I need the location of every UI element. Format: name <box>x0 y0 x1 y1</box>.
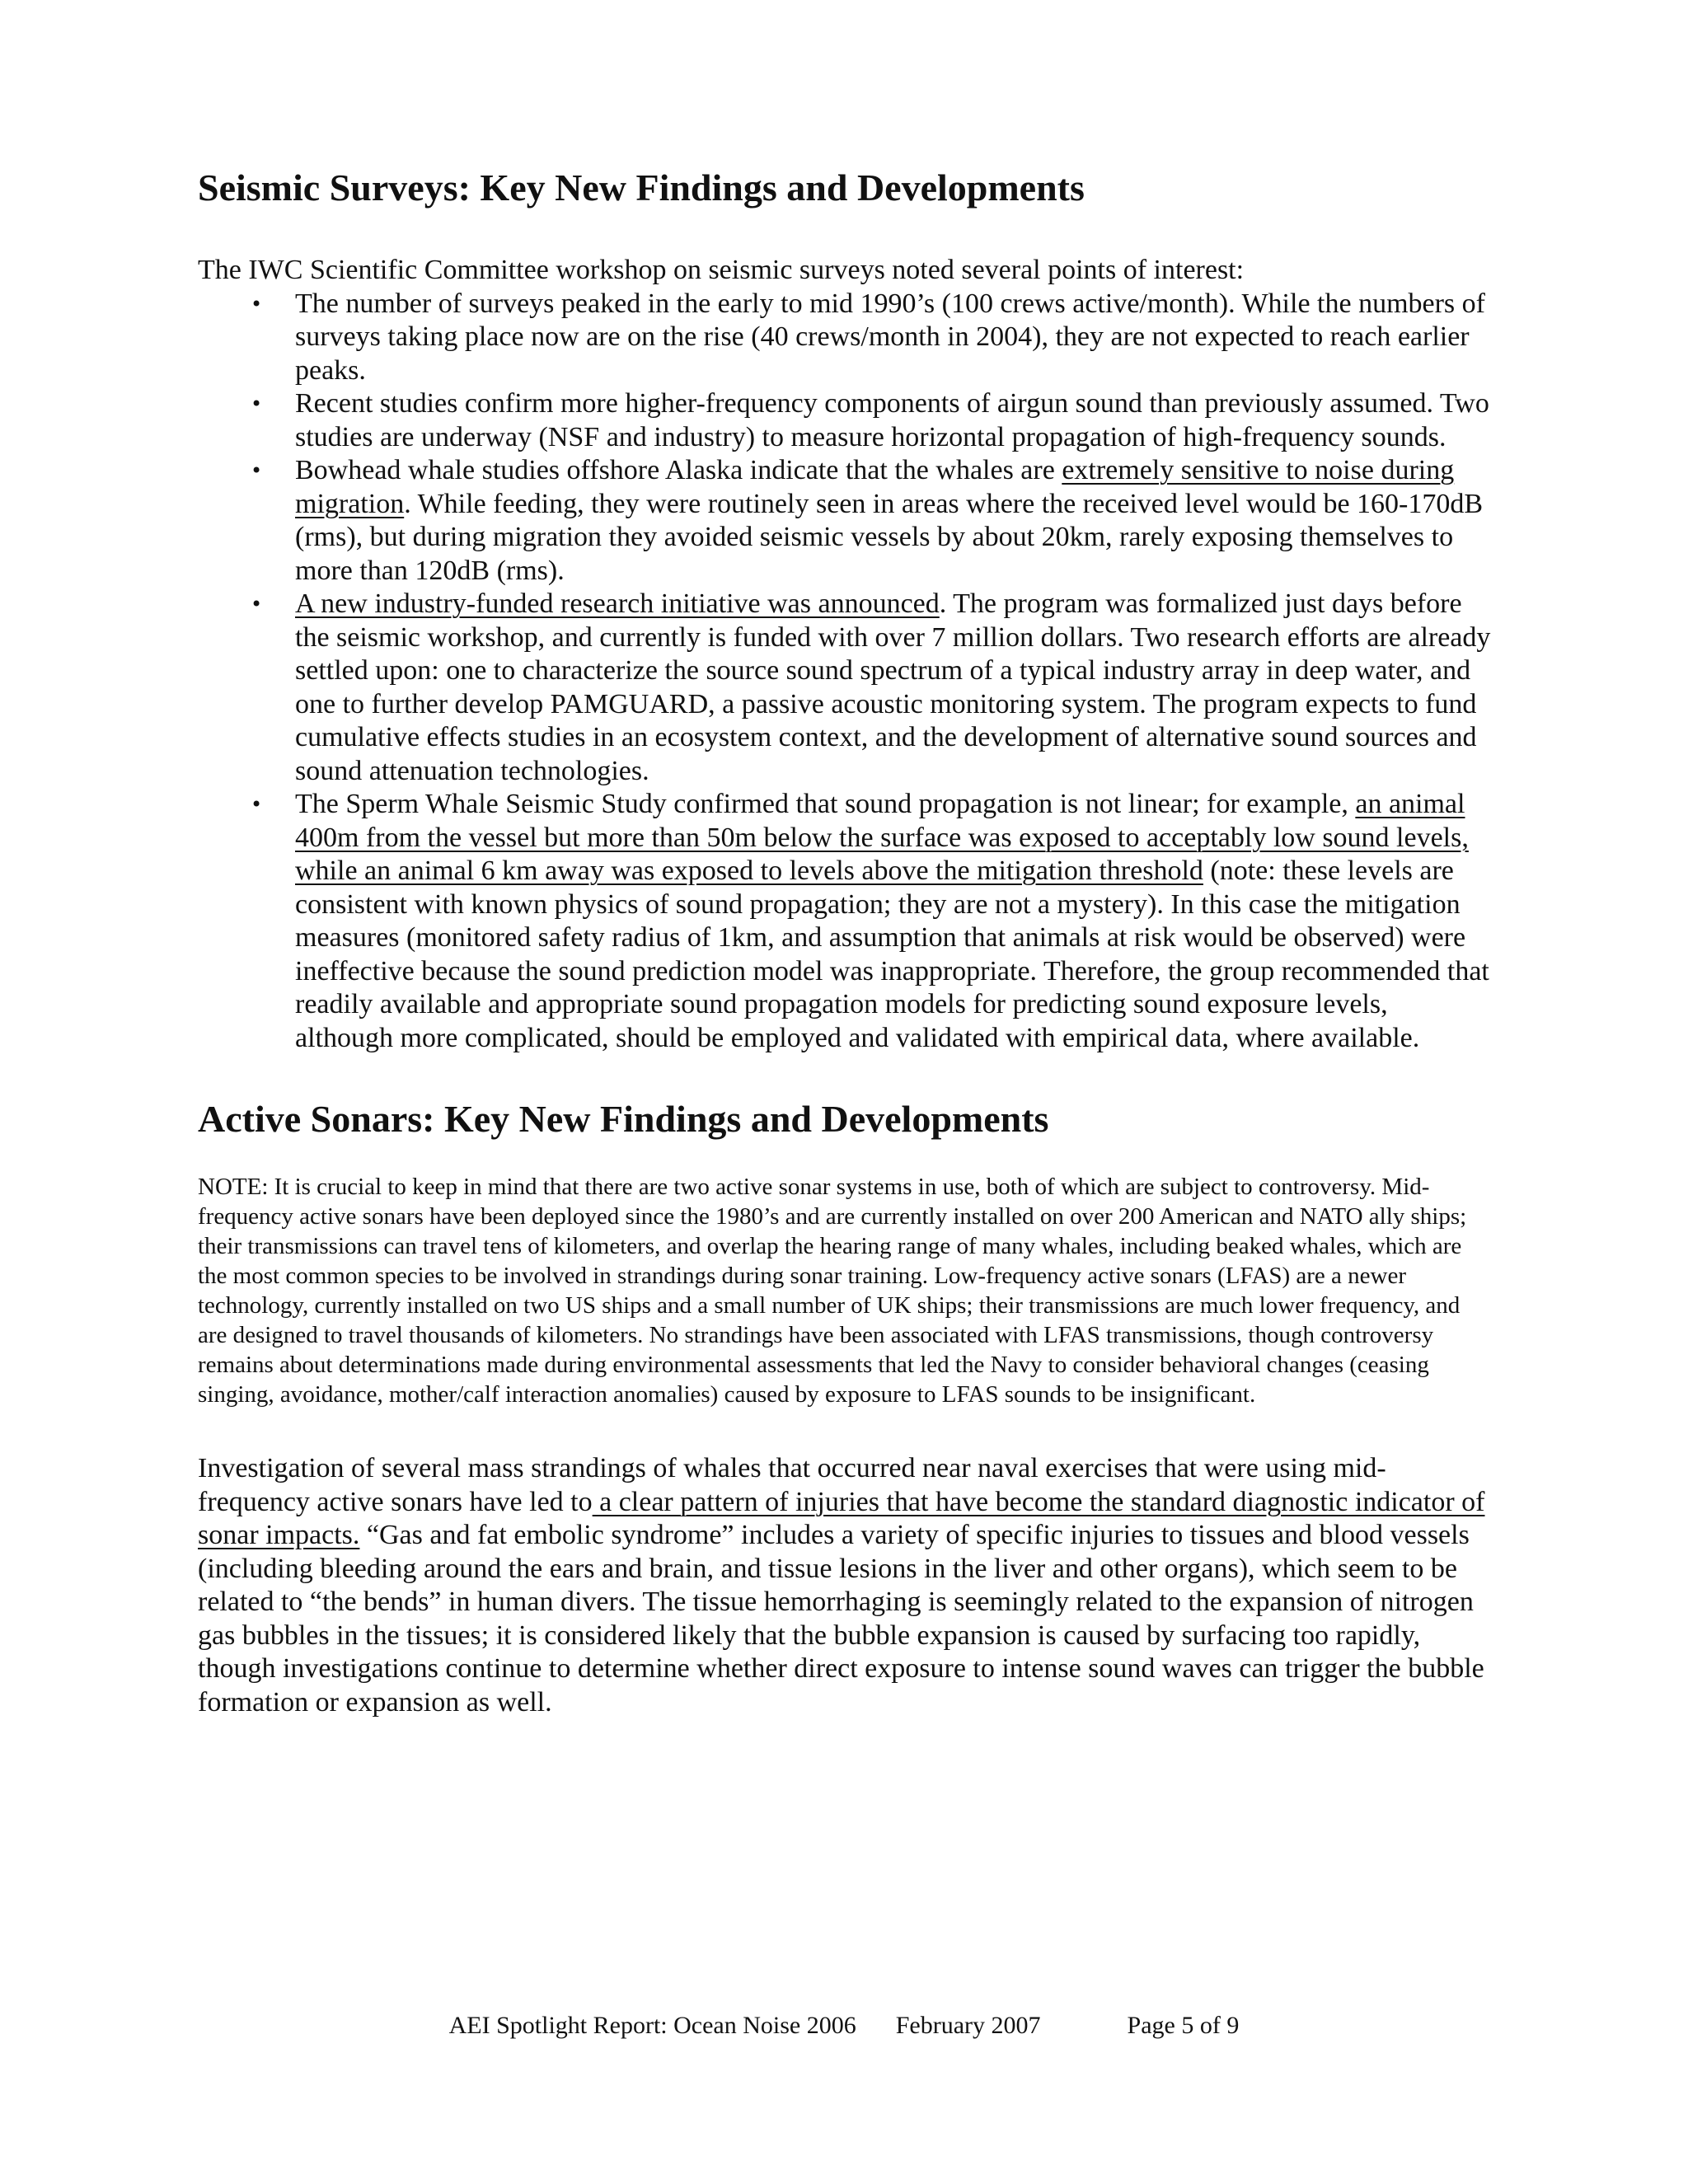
section-heading-sonar: Active Sonars: Key New Findings and Developments <box>198 1098 1049 1140</box>
list-item <box>198 387 1492 454</box>
footer-page-number: Page 5 of 9 <box>1127 2012 1240 2039</box>
bullet-text: The number of surveys peaked in the early to mid 1990’s (100 crews active/month). While the numbers of surveys taking place now are on the rise (40 crews/month in 2004), they are not expected to reach earlier peaks. <box>295 288 1485 386</box>
seismic-intro: The IWC Scientific Committee workshop on seismic surveys noted several points of interest: <box>198 255 1245 285</box>
bullet-text: The Sperm Whale Seismic Study confirmed that sound propagation is not linear; for example, <box>295 789 1356 819</box>
bullet-icon: • <box>251 292 263 316</box>
sonar-note: NOTE: It is crucial to keep in mind that there are two active sonar systems in use, both of which are subject to controversy. Mid-frequency active sonars have been deployed since the 1980’s and are currently installed on over 200 American and NATO ally ships; their transmissions can travel tens of kilometers, and overlap the hearing range of many whales, including beaked whales, which are the most common species to be involved in strandings during sonar training. Low-frequency active sonars (LFAS) are a newer technology, currently installed on two US ships and a small number of UK ships; their transmissions are much lower frequency, and are designed to travel thousands of kilometers. No strandings have been associated with LFAS transmissions, though controversy remains about determinations made during environmental assessments that led the Navy to consider behavioral changes (ceasing singing, avoidance, mother/calf interaction anomalies) caused by exposure to LFAS sounds to be insignificant. <box>198 1174 1467 1408</box>
list-item <box>198 788 1492 1055</box>
bullet-icon: • <box>251 593 263 616</box>
footer-report-title: AEI Spotlight Report: Ocean Noise 2006 <box>448 2012 856 2039</box>
list-item <box>198 288 1492 388</box>
paragraph-text: “Gas and fat embolic syndrome” includes a variety of specific injuries to tissues and blood vessels (including bleeding around the ears and brain, and tissue lesions in the liver and other organs), which seem to be related to “the bends” in human divers. The tissue hemorrhaging is seemingly related to the expansion of nitrogen gas bubbles in the tissues; it is considered likely that the bubble expansion is caused by surfacing too rapidly, though investigations continue to determine whether direct exposure to intense sound waves can trigger the bubble formation or expansion as well. <box>198 1520 1484 1718</box>
bullet-text: (note: these levels are consistent with known physics of sound propagation; they are not a mystery). In this case the mitigation measures (monitored safety radius of 1km, and assumption that animals at risk would be observed) were ineffective because the sound prediction model was inappropriate. Therefore, the group recommended that readily available and appropriate sound propagation models for predicting sound exposure levels, although more complicated, should be employed and validated with empirical data, where available. <box>295 855 1489 1053</box>
underlined-emphasis: A new industry-funded research initiative was announced <box>295 588 940 619</box>
section-heading-seismic: Seismic Surveys: Key New Findings and Developments <box>198 166 1085 209</box>
underlined-emphasis: a clear pattern of injuries that have become the standard diagnostic indicator of sonar impacts. <box>198 1486 1485 1550</box>
footer-date: February 2007 <box>895 2012 1041 2039</box>
bullet-icon: • <box>251 793 263 816</box>
bullet-text: Recent studies confirm more higher-frequency components of airgun sound than previously assumed. Two studies are underway (NSF and industry) to measure horizontal propagation of high-frequency sounds. <box>295 388 1489 452</box>
page-footer <box>0 2011 1688 2041</box>
bullet-text: . While feeding, they were routinely seen in areas where the received level would be 160-170dB (rms), but during migration they avoided seismic vessels by about 20km, rarely exposing themselves to more than 120dB (rms). <box>295 488 1484 586</box>
underlined-emphasis: an animal 400m from the vessel but more than 50m below the surface was exposed to acceptably low sound levels, while an animal 6 km away was exposed to levels above the mitigation threshold <box>295 789 1469 886</box>
investigation-paragraph <box>198 1452 1492 1719</box>
paragraph-text: Investigation of several mass strandings of whales that occurred near naval exercises that were using mid-frequency active sonars have led to <box>198 1453 1386 1517</box>
bullet-text: Bowhead whale studies offshore Alaska indicate that the whales are <box>295 455 1062 485</box>
underlined-emphasis: extremely sensitive to noise during migration <box>295 455 1455 519</box>
seismic-bullet-list <box>198 288 1492 1056</box>
list-item <box>198 454 1492 588</box>
bullet-icon: • <box>251 459 263 482</box>
document-page <box>198 165 1492 1747</box>
list-item <box>198 588 1492 788</box>
bullet-icon: • <box>251 392 263 415</box>
bullet-text: . The program was formalized just days before the seismic workshop, and currently is funded with over 7 million dollars. Two research efforts are already settled upon: one to characterize the source sound spectrum of a typical industry array in deep water, and one to further develop PAMGUARD, a passive acoustic monitoring system. The program expects to fund cumulative effects studies in an ecosystem context, and the development of alternative sound sources and sound attenuation technologies. <box>295 588 1491 786</box>
